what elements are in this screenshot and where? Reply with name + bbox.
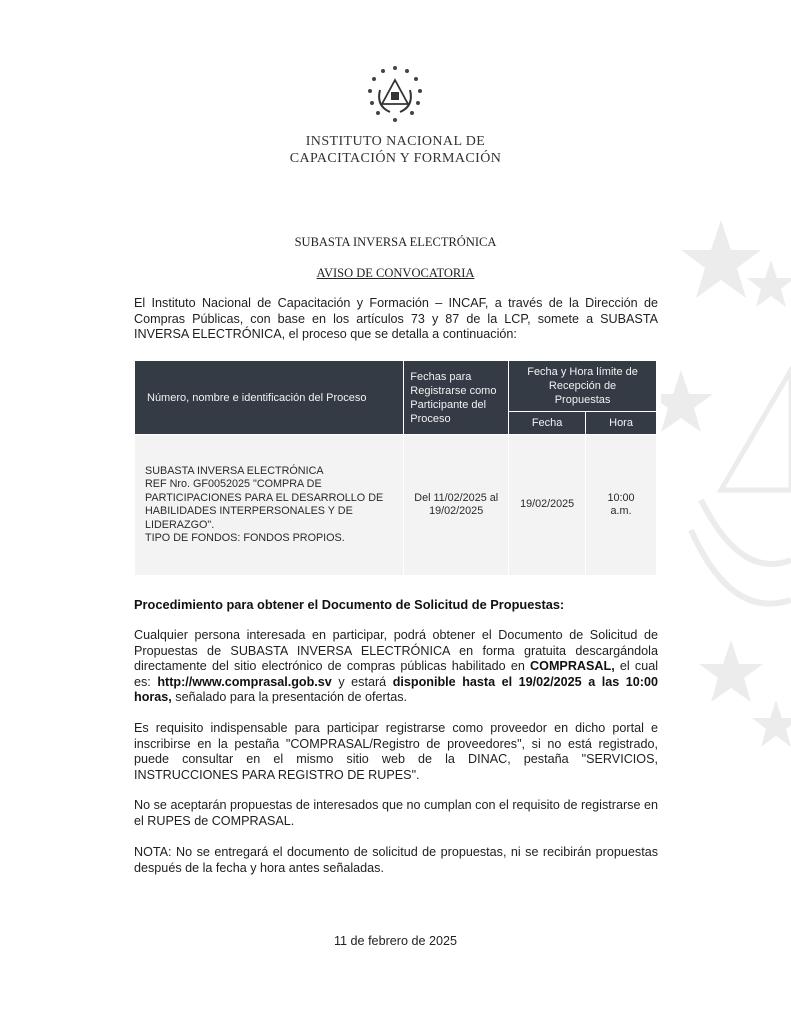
header-registration-dates: Fechas para Registrarse como Participante del Proceso <box>404 361 509 435</box>
document-title: SUBASTA INVERSA ELECTRÓNICA <box>294 235 497 249</box>
process-funds: TIPO DE FONDOS: FONDOS PROPIOS. <box>145 532 345 544</box>
comprasal-bold: COMPRASAL, <box>530 659 615 674</box>
process-type: SUBASTA INVERSA ELECTRÓNICA <box>145 464 324 477</box>
procedure-paragraph-2: Es requisito indispensable para participar registrarse como proveedor en dicho portal e inscribirse en la pestaña "COMPRASAL/Registro de proveedores", si no está registrado, puede consultar en el mismo sitio web de la DINAC, pestaña "SERVICIOS, INSTRUCCIONES PARA REGISTRO DE RUPES". <box>134 721 658 782</box>
procedure-paragraph-1 <box>134 628 658 706</box>
header-fecha: Fecha <box>509 412 586 435</box>
emblem-watermark <box>661 200 791 760</box>
intro-paragraph: El Instituto Nacional de Capacitación y Formación – INCAF, a través de la Dirección de Compras Públicas, con base en los artículos 73 y 87 de la LCP, somete a SUBASTA INVERSA ELECTRÓNICA, el proceso que se detalla a continuación: <box>134 296 658 342</box>
p1-text-a: Cualquier persona interesada en participar, podrá obtener el Documento de Solicitud de Propuestas de SUBASTA INVERSA ELECTRÓNICA en forma gratuita descargándola directamente del sitio electrónico de compras públicas habilitado en <box>134 628 658 674</box>
institution-name-line2: CAPACITACIÓN Y FORMACIÓN <box>289 151 502 166</box>
procedure-paragraph-3: No se aceptarán propuestas de interesados que no cumplan con el requisito de registrarse en el RUPES de COMPRASAL. <box>134 798 658 828</box>
institution-name-line1: INSTITUTO NACIONAL DE <box>305 134 486 149</box>
footer-date: 11 de febrero de 2025 <box>333 934 457 948</box>
header-process: Número, nombre e identificación del Proceso <box>135 361 404 435</box>
deadline-date-cell: 19/02/2025 <box>509 435 586 576</box>
table-row <box>135 435 657 576</box>
comprasal-url[interactable]: http://www.comprasal.gob.sv <box>157 674 332 689</box>
p1-text-c: el cual es: <box>134 659 659 689</box>
process-description-cell <box>135 435 404 576</box>
deadline-time-cell: 10:00 a.m. <box>586 435 657 576</box>
availability-bold: disponible hasta el 19/02/2025 a las 10:00 horas, <box>134 674 658 705</box>
procedure-note: NOTA: No se entregará el documento de solicitud de propuestas, ni se recibirán propuestas después de la fecha y hora antes señaladas. <box>134 845 658 875</box>
header-hora: Hora <box>586 412 657 435</box>
process-table <box>134 360 657 576</box>
p1-text-g: señalado para la presentación de ofertas. <box>171 690 408 705</box>
procedure-heading: Procedimiento para obtener el Documento de Solicitud de Propuestas: <box>134 597 565 612</box>
process-reference: REF Nro. GF0052025 "COMPRA DE PARTICIPACIONES PARA EL DESARROLLO DE HABILIDADES INTERPERSONALES Y DE LIDERAZGO". <box>145 478 384 531</box>
document-subtitle: AVISO DE CONVOCATORIA <box>316 266 475 280</box>
coat-of-arms-logo <box>360 62 430 132</box>
p1-text-e: y estará <box>331 674 393 689</box>
registration-dates-cell: Del 11/02/2025 al 19/02/2025 <box>404 435 509 576</box>
header-deadline: Fecha y Hora límite de Recepción de Propuestas <box>509 361 657 412</box>
